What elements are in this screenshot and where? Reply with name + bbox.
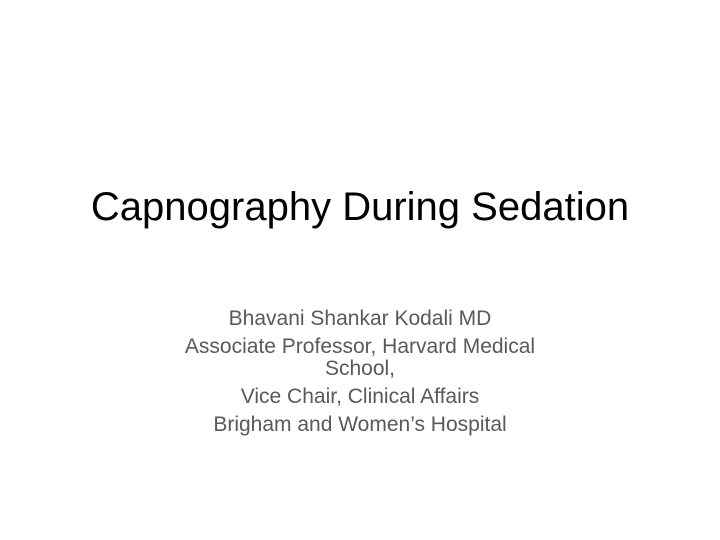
- author-position-line-2: School,: [324, 357, 396, 380]
- slide-title: Capnography During Sedation: [90, 185, 630, 229]
- author-role: Vice Chair, Clinical Affairs: [240, 385, 480, 408]
- slide-subtitle: [140, 308, 580, 436]
- author-affiliation: Brigham and Women’s Hospital: [213, 413, 507, 436]
- author-position-line-1: Associate Professor, Harvard Medical: [184, 335, 536, 358]
- author-name: Bhavani Shankar Kodali MD: [228, 307, 492, 330]
